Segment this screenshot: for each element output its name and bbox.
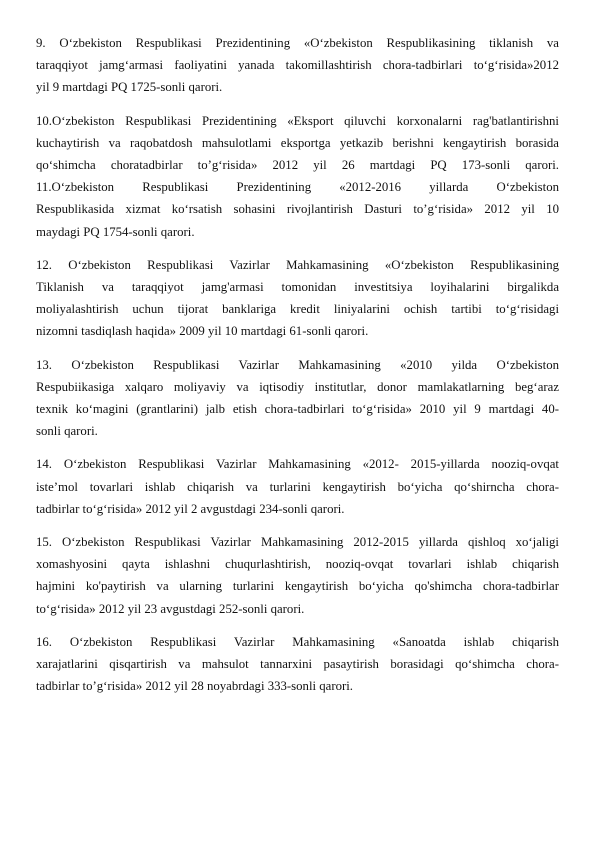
text-line: 9. O‘zbekiston Respublikasi Prezidentining «O‘zbekiston Respublikasining tiklanish va: [36, 36, 559, 50]
text-line: yil 9 martdagi PQ 1725-sonli qarori.: [36, 80, 223, 95]
text-line: tadbirlar to‘g‘risida» 2012 yil 2 avgustdagi 234-sonli qarori.: [36, 501, 345, 516]
text-line: xarajatlarini qisqartirish va mahsulot tannarxini pasaytirish borasidagi qo‘shimcha chora-: [36, 657, 559, 672]
paragraph-14: [36, 453, 559, 520]
document-page: [36, 32, 559, 708]
text-line: Respubiikasiga xalqaro moliyaviy va iqtisodiy institutlar, donor mamlakatlarning beg‘araz: [36, 379, 559, 394]
text-line: tadbirlar to’g‘risida» 2012 yil 28 noyabrdagi 333-sonli qarori.: [36, 679, 354, 694]
paragraph-15: [36, 531, 559, 620]
text-line: moliyalashtirish uchun tijorat banklariga kredit liniyalarini ochish tartibi to‘g‘risidagi: [36, 302, 559, 317]
paragraph-12: [36, 254, 559, 343]
text-line: 12. O‘zbekiston Respublikasi Vazirlar Mahkamasining «O‘zbekiston Respublikasining: [36, 257, 559, 272]
text-line: hajmini ko'paytirish va ularning turlarini kengaytirish bo‘yicha qo'shimcha chora-tadbirlar: [36, 579, 559, 594]
text-line: 16. O‘zbekiston Respublikasi Vazirlar Mahkamasining «Sanoatda ishlab chiqarish: [36, 634, 559, 649]
text-line: nizomni tasdiqlash haqida» 2009 yil 10 martdagi 61-sonli qarori.: [36, 324, 369, 339]
text-line: xomashyosini qayta ishlashni chuqurlashtirish, nooziq-ovqat tovarlari ishlab chiqarish: [36, 557, 559, 572]
text-line: 13. O‘zbekiston Respublikasi Vazirlar Mahkamasining «2010 yilda O‘zbekiston: [36, 357, 559, 372]
paragraph-10-11: [36, 110, 559, 243]
text-line: 15. O‘zbekiston Respublikasi Vazirlar Mahkamasining 2012-2015 yillarda qishloq xo‘jaligi: [36, 535, 559, 550]
text-line: Respublikasida xizmat ko‘rsatish sohasini rivojlantirish Dasturi to’g‘risida» 2012 yil 10: [36, 202, 559, 217]
text-line: 14. O‘zbekiston Respublikasi Vazirlar Mahkamasining «2012- 2015-yillarda nooziq-ovqat: [36, 457, 559, 472]
paragraph-16: [36, 631, 559, 698]
text-line: iste’mol tovarlari ishlab chiqarish va turlarini kengaytirish bo‘yicha qo‘shirncha chora-: [36, 479, 559, 494]
text-line: qo‘shimcha choratadbirlar to’g‘risida» 2012 yil 26 martdagi PQ 173-sonli qarori.: [36, 158, 559, 173]
text-line: 10.O‘zbekiston Respublikasi Prezidentining «Eksport qiluvchi korxonalarni rag'batlantirishni: [36, 113, 559, 128]
text-line: texnik ko‘magini (grantlarini) jalb etish chora-tadbirlari to‘g‘risida» 2010 yil 9 martdagi 40-: [36, 402, 559, 417]
paragraph-9: [36, 32, 559, 99]
text-line: maydagi PQ 1754-sonli qarori.: [36, 224, 195, 239]
text-line: sonli qarori.: [36, 424, 98, 439]
text-line: to‘g‘risida» 2012 yil 23 avgustdagi 252-sonli qarori.: [36, 601, 305, 616]
text-line: kuchaytirish va raqobatdosh mahsulotlami eksportga yetkazib berishni kengaytirish borasida: [36, 135, 559, 150]
paragraph-13: [36, 354, 559, 443]
text-line: 11.O‘zbekiston Respublikasi Prezidentining «2012-2016 yillarda O‘zbekiston: [36, 180, 559, 195]
text-line: taraqqiyot jamg‘armasi faoliyatini yanada takomillashtirish chora-tadbirlari to‘g‘risida»2012: [36, 58, 559, 73]
text-line: Tiklanish va taraqqiyot jamg'armasi tomonidan investitsiya loyihalarini birgalikda: [36, 280, 559, 295]
